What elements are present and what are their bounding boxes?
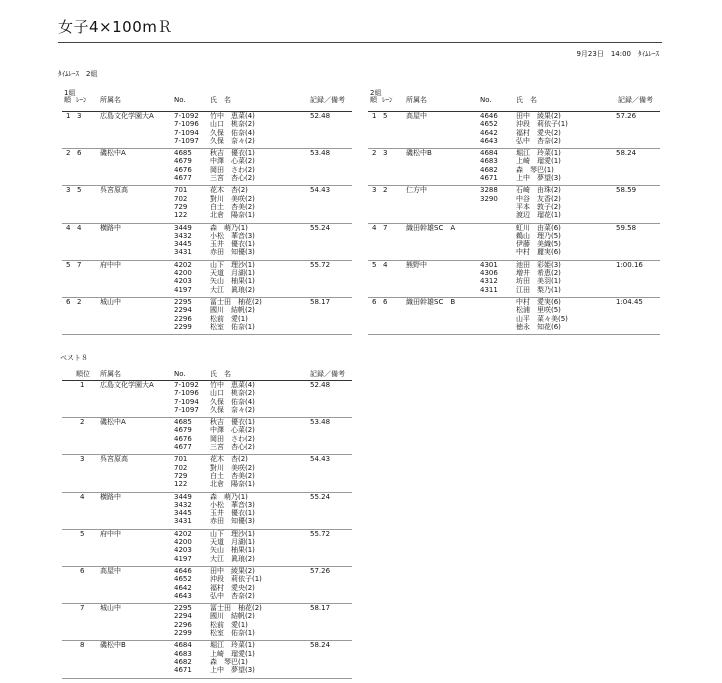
athlete-name-cell: 竹中 恵菜(4) bbox=[210, 381, 255, 389]
heat2-header-rank: 順 bbox=[370, 96, 377, 104]
athlete-no-cell: 4671 bbox=[480, 174, 498, 183]
athlete-no-cell: 701 bbox=[174, 186, 188, 195]
heat1-header-name: 氏 名 bbox=[210, 96, 231, 104]
athlete-no-cell: 7-1097 bbox=[174, 136, 199, 145]
athlete-name-cell: 虹川 由菜(6) bbox=[516, 223, 561, 232]
athlete-name-cell: 堀江 玲菜(1) bbox=[210, 641, 255, 650]
heat2-result-block bbox=[368, 261, 660, 298]
athlete-no-cell: 122 bbox=[174, 211, 188, 220]
lane-cell: 5 bbox=[77, 186, 82, 195]
athlete-name-cell: 岡田 さわ(2) bbox=[210, 165, 255, 174]
athlete-name-cell: 山口 桃奈(2) bbox=[210, 389, 255, 398]
athlete-name-cell: 小松 華音(3) bbox=[210, 231, 255, 240]
heat2-table bbox=[368, 95, 660, 335]
athlete-name-cell: 花木 杏(2) bbox=[210, 186, 248, 195]
team-cell: 磯松中B bbox=[406, 149, 432, 158]
athlete-no-cell: 4642 bbox=[480, 128, 498, 137]
athlete-name-cell: 天道 月湖(1) bbox=[210, 269, 255, 278]
athlete-no-cell: 3432 bbox=[174, 500, 192, 509]
athlete-no-cell: 4679 bbox=[174, 426, 192, 435]
athlete-name-cell: 堀江 玲菜(1) bbox=[516, 149, 561, 158]
athlete-no-cell: 7-1092 bbox=[174, 381, 199, 389]
athlete-no-cell: 4682 bbox=[174, 657, 192, 666]
rank-cell: 4 bbox=[372, 223, 377, 232]
athlete-no-cell: 3432 bbox=[174, 231, 192, 240]
heat1-result-block bbox=[62, 298, 352, 335]
heat1-header-row bbox=[62, 95, 352, 112]
lane-cell: 6 bbox=[383, 297, 388, 306]
best8-header-record: 記録／備考 bbox=[310, 370, 345, 378]
rank-cell: 1 bbox=[372, 112, 377, 120]
heat2-header-name: 氏 名 bbox=[516, 96, 537, 104]
athlete-name-cell: 中谷 友香(2) bbox=[516, 194, 561, 203]
athlete-name-cell: 山下 理沙(1) bbox=[210, 260, 255, 269]
athlete-name-cell: 玉井 優衣(1) bbox=[210, 509, 255, 518]
athlete-no-cell: 4683 bbox=[480, 157, 498, 166]
athlete-name-cell: 田中 綾果(2) bbox=[516, 112, 561, 120]
record-cell: 58.24 bbox=[310, 641, 331, 650]
best8-result-block bbox=[62, 455, 352, 492]
heat1-result-block bbox=[62, 149, 352, 186]
athlete-name-cell: 竹中 恵菜(4) bbox=[210, 112, 255, 120]
athlete-name-cell: 國川 結帆(2) bbox=[210, 306, 255, 315]
record-cell: 52.48 bbox=[310, 112, 331, 120]
athlete-no-cell: 4200 bbox=[174, 269, 192, 278]
athlete-name-cell: 中澤 心菜(2) bbox=[210, 157, 255, 166]
team-cell: 磯松中A bbox=[100, 149, 126, 158]
athlete-no-cell: 3445 bbox=[174, 509, 192, 518]
team-cell: 城山中 bbox=[100, 297, 121, 306]
heat1-header-no: No. bbox=[174, 96, 186, 104]
athlete-no-cell: 702 bbox=[174, 194, 188, 203]
athlete-name-cell: 矢山 柚果(1) bbox=[210, 277, 255, 286]
team-cell: 横路中 bbox=[100, 223, 121, 232]
record-cell: 55.24 bbox=[310, 492, 331, 501]
athlete-name-cell: 江田 梨乃(1) bbox=[516, 285, 561, 294]
heat1-table bbox=[62, 95, 352, 335]
lane-cell: 4 bbox=[77, 223, 82, 232]
athlete-no-cell: 3449 bbox=[174, 492, 192, 501]
athlete-name-cell: 上崎 瑠愛(1) bbox=[516, 157, 561, 166]
record-cell: 57.26 bbox=[616, 112, 637, 120]
heat2-header-team: 所属名 bbox=[406, 96, 427, 104]
athlete-no-cell: 2294 bbox=[174, 306, 192, 315]
athlete-name-cell: 冨士田 柚花(2) bbox=[210, 297, 262, 306]
athlete-no-cell: 4202 bbox=[174, 529, 192, 538]
athlete-name-cell: 大江 眞琅(2) bbox=[210, 285, 255, 294]
rank-cell: 4 bbox=[66, 223, 71, 232]
athlete-no-cell: 4311 bbox=[480, 285, 498, 294]
rank-cell: 3 bbox=[80, 455, 85, 464]
best8-result-block bbox=[62, 381, 352, 418]
athlete-no-cell: 4684 bbox=[174, 641, 192, 650]
record-cell: 52.48 bbox=[310, 381, 331, 389]
athlete-no-cell: 122 bbox=[174, 480, 188, 489]
athlete-name-cell: 徳永 知花(6) bbox=[516, 322, 561, 331]
athlete-no-cell: 4685 bbox=[174, 418, 192, 427]
athlete-no-cell: 729 bbox=[174, 202, 188, 211]
heat2-result-block bbox=[368, 186, 660, 223]
athlete-name-cell: 松浦 里咲(5) bbox=[516, 306, 561, 315]
best8-result-block bbox=[62, 418, 352, 455]
lane-cell: 6 bbox=[77, 149, 82, 158]
record-cell: 53.48 bbox=[310, 149, 331, 158]
athlete-name-cell: 松前 愛(1) bbox=[210, 620, 248, 629]
record-cell: 58.17 bbox=[310, 297, 331, 306]
heat2-header-no: No. bbox=[480, 96, 492, 104]
heat1-header-record: 記録／備考 bbox=[310, 96, 345, 104]
athlete-name-cell: 増井 希恵(2) bbox=[516, 269, 561, 278]
athlete-no-cell: 7-1094 bbox=[174, 397, 199, 406]
athlete-name-cell: 三宮 杏心(2) bbox=[210, 443, 255, 452]
athlete-name-cell: 久保 奈々(2) bbox=[210, 136, 255, 145]
athlete-no-cell: 4203 bbox=[174, 546, 192, 555]
athlete-name-cell: 弘中 杏奈(2) bbox=[210, 591, 255, 600]
athlete-no-cell: 7-1092 bbox=[174, 112, 199, 120]
athlete-name-cell: 松室 佑奈(1) bbox=[210, 629, 255, 638]
athlete-name-cell: 大江 眞琅(2) bbox=[210, 554, 255, 563]
athlete-name-cell: 沖段 莉依子(1) bbox=[516, 120, 568, 129]
rank-cell: 1 bbox=[66, 112, 71, 120]
rank-cell: 6 bbox=[80, 566, 85, 575]
athlete-name-cell: 石崎 由珠(2) bbox=[516, 186, 561, 195]
athlete-name-cell: 對川 美咲(2) bbox=[210, 463, 255, 472]
heat1-header-rank: 順 bbox=[64, 96, 71, 104]
record-cell: 1:00.16 bbox=[616, 260, 643, 269]
athlete-no-cell: 3288 bbox=[480, 186, 498, 195]
team-cell: 高屋中 bbox=[100, 566, 121, 575]
athlete-name-cell: 鵜山 理乃(5) bbox=[516, 231, 561, 240]
rank-cell: 2 bbox=[372, 149, 377, 158]
athlete-name-cell: 上中 夢望(3) bbox=[210, 666, 255, 675]
athlete-name-cell: 山下 理沙(1) bbox=[210, 529, 255, 538]
heat1-result-block bbox=[62, 112, 352, 149]
athlete-name-cell: 國川 結帆(2) bbox=[210, 612, 255, 621]
lane-cell: 7 bbox=[77, 260, 82, 269]
athlete-no-cell: 2299 bbox=[174, 322, 192, 331]
athlete-no-cell: 4642 bbox=[174, 583, 192, 592]
athlete-name-cell: 山口 桃奈(2) bbox=[210, 120, 255, 129]
athlete-no-cell: 4677 bbox=[174, 443, 192, 452]
athlete-no-cell: 2294 bbox=[174, 612, 192, 621]
rank-cell: 7 bbox=[80, 604, 85, 613]
heat2-result-block bbox=[368, 224, 660, 261]
athlete-name-cell: 冨士田 柚花(2) bbox=[210, 604, 262, 613]
heat2-header-lane: ﾚｰﾝ bbox=[382, 96, 393, 104]
athlete-name-cell: 上中 夢望(3) bbox=[516, 174, 561, 183]
best8-result-block bbox=[62, 530, 352, 567]
athlete-name-cell: 久保 佑奈(4) bbox=[210, 128, 255, 137]
best8-result-block bbox=[62, 641, 352, 678]
athlete-name-cell: 白土 杏美(2) bbox=[210, 202, 255, 211]
lane-cell: 3 bbox=[383, 149, 388, 158]
athlete-name-cell: 赤田 知優(3) bbox=[210, 248, 255, 257]
lane-cell: 2 bbox=[77, 297, 82, 306]
record-cell: 55.72 bbox=[310, 260, 331, 269]
athlete-name-cell: 中村 麗実(6) bbox=[516, 248, 561, 257]
athlete-name-cell: 森 琴巴(1) bbox=[516, 165, 554, 174]
athlete-no-cell: 4676 bbox=[174, 434, 192, 443]
athlete-name-cell: 福村 愛央(2) bbox=[210, 583, 255, 592]
athlete-name-cell: 渡辺 瑠花(1) bbox=[516, 211, 561, 220]
record-cell: 58.59 bbox=[616, 186, 637, 195]
athlete-no-cell: 4197 bbox=[174, 554, 192, 563]
heat1-header-lane: ﾚｰﾝ bbox=[76, 96, 87, 104]
rank-cell: 6 bbox=[372, 297, 377, 306]
best8-result-block bbox=[62, 567, 352, 604]
record-cell: 58.17 bbox=[310, 604, 331, 613]
athlete-name-cell: 森 琴巴(1) bbox=[210, 657, 248, 666]
rank-cell: 5 bbox=[66, 260, 71, 269]
athlete-name-cell: 小松 華音(3) bbox=[210, 500, 255, 509]
athlete-no-cell: 2295 bbox=[174, 297, 192, 306]
best8-header-row bbox=[62, 370, 352, 381]
best8-header-rank: 順位 bbox=[76, 370, 90, 378]
record-cell: 57.26 bbox=[310, 566, 331, 575]
heat2-result-block bbox=[368, 298, 660, 335]
athlete-no-cell: 4652 bbox=[480, 120, 498, 129]
athlete-name-cell: 松前 愛(1) bbox=[210, 314, 248, 323]
heat2-header-record: 記録／備考 bbox=[618, 96, 653, 104]
athlete-name-cell: 久保 奈々(2) bbox=[210, 405, 255, 414]
athlete-name-cell: 森 萌乃(1) bbox=[210, 223, 248, 232]
team-cell: 織田幹雄SC A bbox=[406, 223, 456, 232]
rank-cell: 5 bbox=[80, 529, 85, 538]
athlete-name-cell: 伊藤 美織(5) bbox=[516, 240, 561, 249]
heat2-label: 2組 bbox=[370, 89, 382, 97]
rank-cell: 8 bbox=[80, 641, 85, 650]
record-cell: 1:04.45 bbox=[616, 297, 643, 306]
athlete-name-cell: 赤田 知優(3) bbox=[210, 517, 255, 526]
rank-cell: 2 bbox=[66, 149, 71, 158]
team-cell: 織田幹雄SC B bbox=[406, 297, 456, 306]
rank-cell: 3 bbox=[66, 186, 71, 195]
athlete-no-cell: 4683 bbox=[174, 649, 192, 658]
athlete-no-cell: 3290 bbox=[480, 194, 498, 203]
athlete-name-cell: 松室 佑奈(1) bbox=[210, 322, 255, 331]
team-cell: 熊野中 bbox=[406, 260, 427, 269]
athlete-name-cell: 北倉 陽奈(1) bbox=[210, 211, 255, 220]
athlete-no-cell: 7-1097 bbox=[174, 405, 199, 414]
lane-cell: 4 bbox=[383, 260, 388, 269]
race-subtitle: ﾀｲﾑﾚｰｽ 2組 bbox=[58, 70, 98, 78]
record-cell: 55.72 bbox=[310, 529, 331, 538]
athlete-no-cell: 4646 bbox=[174, 566, 192, 575]
athlete-no-cell: 4197 bbox=[174, 285, 192, 294]
athlete-no-cell: 4200 bbox=[174, 538, 192, 547]
record-cell: 55.24 bbox=[310, 223, 331, 232]
athlete-no-cell: 2295 bbox=[174, 604, 192, 613]
athlete-name-cell: 弘中 杏奈(2) bbox=[516, 136, 561, 145]
athlete-no-cell: 4685 bbox=[174, 149, 192, 158]
athlete-no-cell: 2296 bbox=[174, 620, 192, 629]
athlete-no-cell: 4312 bbox=[480, 277, 498, 286]
rank-cell: 5 bbox=[372, 260, 377, 269]
team-cell: 呉宮原高 bbox=[100, 186, 128, 195]
athlete-no-cell: 3431 bbox=[174, 517, 192, 526]
record-cell: 54.43 bbox=[310, 455, 331, 464]
team-cell: 高屋中 bbox=[406, 112, 427, 120]
heat2-result-block bbox=[368, 149, 660, 186]
team-cell: 府中中 bbox=[100, 260, 121, 269]
heat1-header-team: 所属名 bbox=[100, 96, 121, 104]
rank-cell: 1 bbox=[80, 381, 85, 389]
heat1-result-block bbox=[62, 186, 352, 223]
athlete-name-cell: 田中 綾果(2) bbox=[210, 566, 255, 575]
athlete-no-cell: 4643 bbox=[480, 136, 498, 145]
athlete-no-cell: 2299 bbox=[174, 629, 192, 638]
athlete-name-cell: 玉井 優衣(1) bbox=[210, 240, 255, 249]
athlete-name-cell: 天道 月湖(1) bbox=[210, 538, 255, 547]
rank-cell: 4 bbox=[80, 492, 85, 501]
heat2-result-block bbox=[368, 112, 660, 149]
athlete-name-cell: 中澤 心菜(2) bbox=[210, 426, 255, 435]
team-cell: 磯松中B bbox=[100, 641, 126, 650]
athlete-no-cell: 4671 bbox=[174, 666, 192, 675]
best8-header-no: No. bbox=[174, 370, 186, 378]
athlete-no-cell: 702 bbox=[174, 463, 188, 472]
athlete-name-cell: 福村 愛央(2) bbox=[516, 128, 561, 137]
athlete-no-cell: 4301 bbox=[480, 260, 498, 269]
best8-header-team: 所属名 bbox=[100, 370, 121, 378]
athlete-name-cell: 上崎 瑠愛(1) bbox=[210, 649, 255, 658]
best8-header-name: 氏 名 bbox=[210, 370, 231, 378]
heat1-result-block bbox=[62, 261, 352, 298]
athlete-no-cell: 3445 bbox=[174, 240, 192, 249]
athlete-no-cell: 3431 bbox=[174, 248, 192, 257]
athlete-name-cell: 對川 美咲(2) bbox=[210, 194, 255, 203]
lane-cell: 5 bbox=[383, 112, 388, 120]
heat2-header-row bbox=[368, 95, 660, 112]
best8-result-block bbox=[62, 493, 352, 530]
athlete-name-cell: 久保 佑奈(4) bbox=[210, 397, 255, 406]
athlete-no-cell: 7-1094 bbox=[174, 128, 199, 137]
athlete-no-cell: 4652 bbox=[174, 575, 192, 584]
record-cell: 53.48 bbox=[310, 418, 331, 427]
record-cell: 58.24 bbox=[616, 149, 637, 158]
athlete-no-cell: 701 bbox=[174, 455, 188, 464]
athlete-name-cell: 岡田 さわ(2) bbox=[210, 434, 255, 443]
team-cell: 磯松中A bbox=[100, 418, 126, 427]
team-cell: 府中中 bbox=[100, 529, 121, 538]
athlete-no-cell: 4202 bbox=[174, 260, 192, 269]
athlete-name-cell: 秋吉 優衣(1) bbox=[210, 149, 255, 158]
athlete-name-cell: 坊田 美羽(1) bbox=[516, 277, 561, 286]
record-cell: 54.43 bbox=[310, 186, 331, 195]
athlete-no-cell: 3449 bbox=[174, 223, 192, 232]
team-cell: 呉宮原高 bbox=[100, 455, 128, 464]
page-title: 女子4×100mＲ bbox=[58, 18, 173, 36]
team-cell: 仁方中 bbox=[406, 186, 427, 195]
team-cell: 広島文化学園大A bbox=[100, 112, 154, 120]
athlete-no-cell: 4682 bbox=[480, 165, 498, 174]
athlete-no-cell: 4677 bbox=[174, 174, 192, 183]
athlete-no-cell: 4676 bbox=[174, 165, 192, 174]
athlete-no-cell: 729 bbox=[174, 471, 188, 480]
athlete-name-cell: 白土 杏美(2) bbox=[210, 471, 255, 480]
athlete-no-cell: 4306 bbox=[480, 269, 498, 278]
title-divider bbox=[58, 42, 662, 43]
athlete-no-cell: 4203 bbox=[174, 277, 192, 286]
athlete-no-cell: 4643 bbox=[174, 591, 192, 600]
athlete-name-cell: 平本 敦子(2) bbox=[516, 202, 561, 211]
lane-cell: 2 bbox=[383, 186, 388, 195]
heat1-label: 1組 bbox=[64, 89, 76, 97]
athlete-name-cell: 中村 愛実(6) bbox=[516, 297, 561, 306]
lane-cell: 3 bbox=[77, 112, 82, 120]
athlete-name-cell: 花木 杏(2) bbox=[210, 455, 248, 464]
lane-cell: 7 bbox=[383, 223, 388, 232]
athlete-name-cell: 北倉 陽奈(1) bbox=[210, 480, 255, 489]
rank-cell: 6 bbox=[66, 297, 71, 306]
athlete-name-cell: 池田 彩姫(3) bbox=[516, 260, 561, 269]
athlete-name-cell: 三宮 杏心(2) bbox=[210, 174, 255, 183]
team-cell: 広島文化学園大A bbox=[100, 381, 154, 389]
athlete-name-cell: 山平 菜々美(5) bbox=[516, 314, 568, 323]
team-cell: 横路中 bbox=[100, 492, 121, 501]
best8-result-block bbox=[62, 604, 352, 641]
best8-label: ベスト８ bbox=[60, 354, 88, 362]
rank-cell: 2 bbox=[80, 418, 85, 427]
athlete-name-cell: 矢山 柚果(1) bbox=[210, 546, 255, 555]
best8-table bbox=[62, 370, 352, 679]
athlete-name-cell: 沖段 莉依子(1) bbox=[210, 575, 262, 584]
athlete-no-cell: 7-1096 bbox=[174, 389, 199, 398]
athlete-name-cell: 森 萌乃(1) bbox=[210, 492, 248, 501]
athlete-no-cell: 4646 bbox=[480, 112, 498, 120]
team-cell: 城山中 bbox=[100, 604, 121, 613]
athlete-no-cell: 4679 bbox=[174, 157, 192, 166]
athlete-no-cell: 4684 bbox=[480, 149, 498, 158]
athlete-name-cell: 秋吉 優衣(1) bbox=[210, 418, 255, 427]
athlete-no-cell: 7-1096 bbox=[174, 120, 199, 129]
rank-cell: 3 bbox=[372, 186, 377, 195]
heat1-result-block bbox=[62, 224, 352, 261]
record-cell: 59.58 bbox=[616, 223, 637, 232]
athlete-no-cell: 2296 bbox=[174, 314, 192, 323]
date-time-line: 9月23日 14:00 ﾀｲﾑﾚｰｽ bbox=[576, 50, 659, 58]
